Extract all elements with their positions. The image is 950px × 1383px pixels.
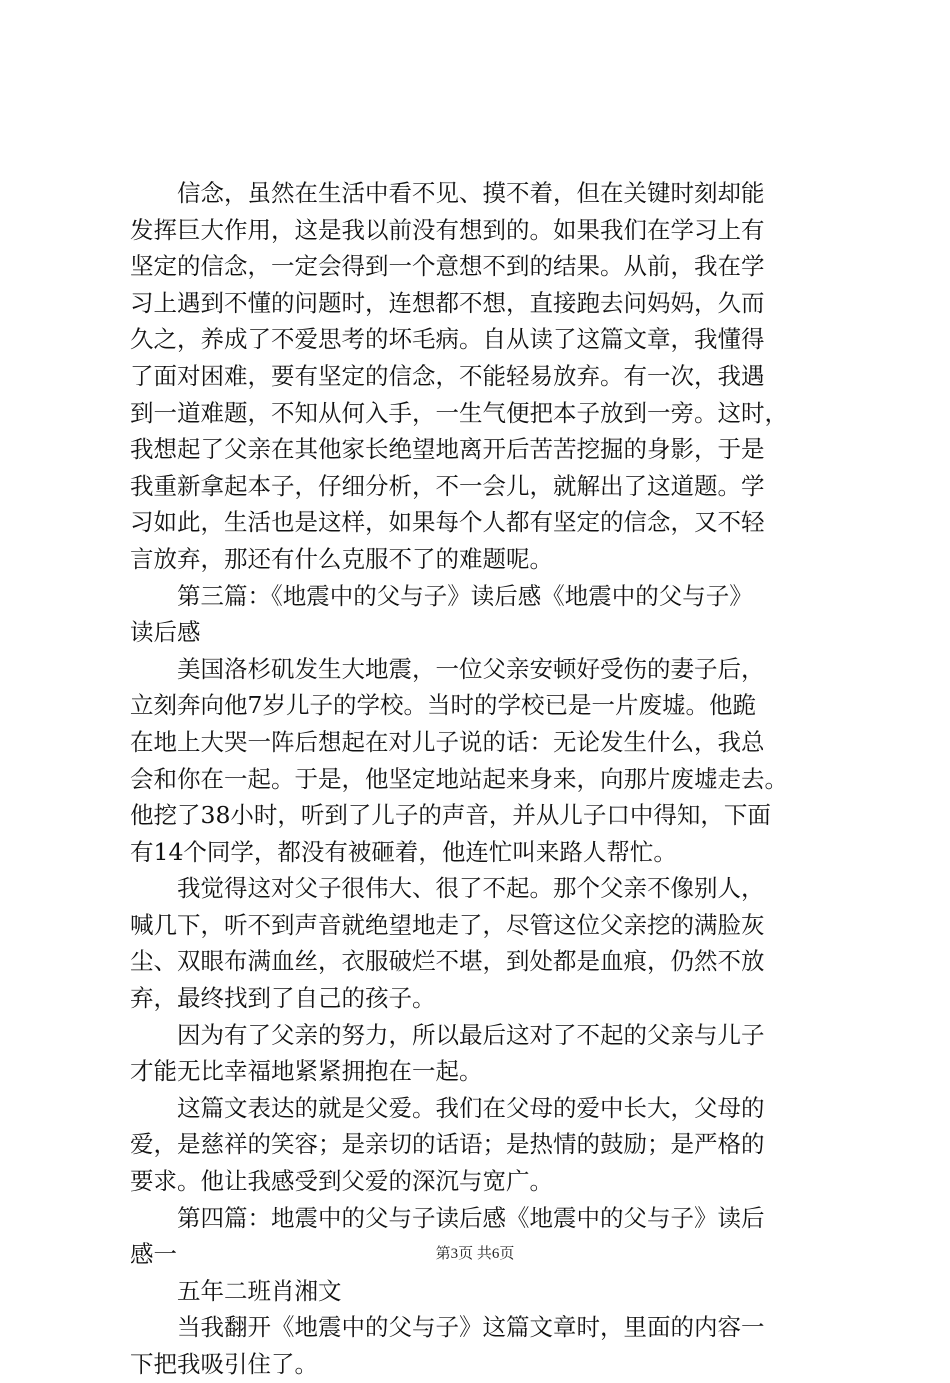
text-line: 当我翻开《地震中的父与子》这篇文章时，里面的内容一: [130, 1313, 765, 1342]
text-line: 第三篇：《地震中的父与子》读后感《地震中的父与子》: [130, 581, 753, 610]
text-line: 弃，最终找到了自己的孩子。: [130, 984, 436, 1013]
text-line: 感一: [130, 1240, 177, 1269]
text-line: 读后感: [130, 618, 201, 647]
text-line: 他挖了38小时，听到了儿子的声音，并从儿子口中得知，下面: [130, 801, 771, 830]
text-line: 尘、双眼布满血丝，衣服破烂不堪，到处都是血痕，仍然不放: [130, 947, 765, 976]
text-line: 了面对困难，要有坚定的信念，不能轻易放弃。有一次，我遇: [130, 361, 765, 390]
text-line: 第四篇：地震中的父与子读后感《地震中的父与子》读后: [130, 1203, 765, 1232]
text-line: 我想起了父亲在其他家长绝望地离开后苦苦挖掘的身影，于是: [130, 435, 765, 464]
document-body: [130, 175, 830, 1383]
text-line: 立刻奔向他7岁儿子的学校。当时的学校已是一片废墟。他跪: [130, 691, 756, 720]
text-line: 有14个同学，都没有被砸着，他连忙叫来路人帮忙。: [130, 837, 677, 866]
text-line: 发挥巨大作用，这是我以前没有想到的。如果我们在学习上有: [130, 215, 765, 244]
text-line: 到一道难题，不知从何入手，一生气便把本子放到一旁。这时，: [130, 398, 788, 427]
text-line: 才能无比幸福地紧紧拥抱在一起。: [130, 1057, 483, 1086]
text-line: 习如此，生活也是这样，如果每个人都有坚定的信念，又不轻: [130, 508, 765, 537]
text-line: 久之，养成了不爱思考的坏毛病。自从读了这篇文章，我懂得: [130, 325, 765, 354]
text-line: 爱，是慈祥的笑容；是亲切的话语；是热情的鼓励；是严格的: [130, 1130, 765, 1159]
text-line: 五年二班肖湘文: [130, 1276, 342, 1305]
text-line: 要求。他让我感受到父爱的深沉与宽广。: [130, 1167, 553, 1196]
text-line: 我觉得这对父子很伟大、很了不起。那个父亲不像别人，: [130, 874, 765, 903]
text-line: 下把我吸引住了。: [130, 1350, 318, 1378]
text-line: 美国洛杉矶发生大地震，一位父亲安顿好受伤的妻子后，: [130, 654, 765, 683]
text-line: 言放弃，那还有什么克服不了的难题呢。: [130, 544, 553, 573]
text-line: 在地上大哭一阵后想起在对儿子说的话：无论发生什么，我总: [130, 727, 765, 756]
text-line: 习上遇到不懂的问题时，连想都不想，直接跑去问妈妈，久而: [130, 288, 765, 317]
text-line: 信念，虽然在生活中看不见、摸不着，但在关键时刻却能: [130, 179, 765, 207]
text-line: 喊几下，听不到声音就绝望地走了，尽管这位父亲挖的满脸灰: [130, 910, 765, 939]
page-footer: 第3页 共6页: [435, 1246, 515, 1262]
text-line: 这篇文表达的就是父爱。我们在父母的爱中长大，父母的: [130, 1093, 765, 1122]
text-line: 我重新拿起本子，仔细分析，不一会儿，就解出了这道题。学: [130, 471, 765, 500]
text-line: 坚定的信念，一定会得到一个意想不到的结果。从前，我在学: [130, 252, 765, 281]
text-line: 会和你在一起。于是，他坚定地站起来身来，向那片废墟走去。: [130, 764, 788, 793]
text-line: 因为有了父亲的努力，所以最后这对了不起的父亲与儿子: [130, 1020, 765, 1049]
